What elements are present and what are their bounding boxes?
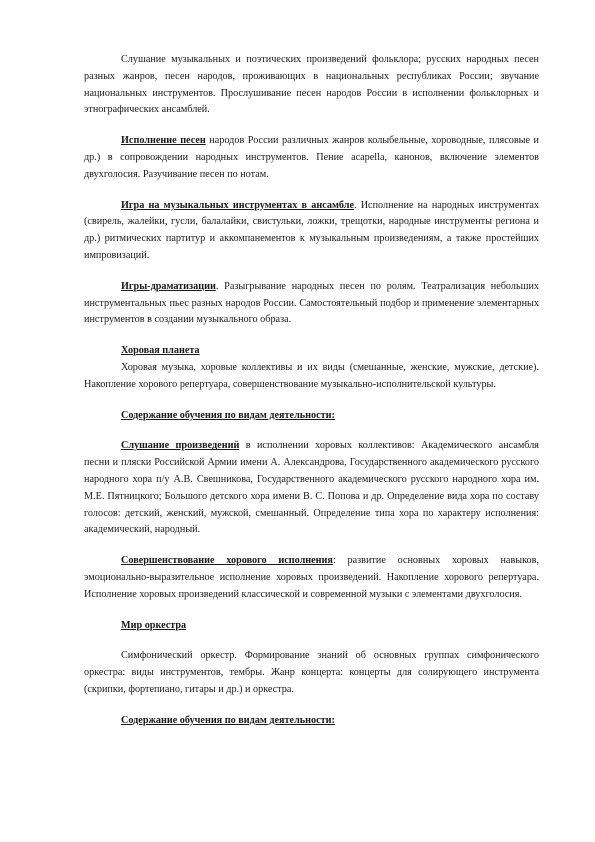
paragraph-dramatization [84, 279, 539, 329]
paragraph-listening-choirs [84, 438, 539, 539]
paragraph-text: народов России различных жанров колыбельные, хороводные, плясовые и др.) в сопровождении народных инструментов. Пение acapella, канонов, включение элементов двухголосия. Разучивание песен по нотам. [84, 135, 539, 180]
paragraph-lead: Игры-драматизации [121, 280, 216, 292]
section-heading-orchestra: Мир оркестра [121, 619, 187, 631]
paragraph-listening-folklore: Слушание музыкальных и поэтических произведений фольклора; русских народных песен разных жанров, песен народов, проживающих в национальных республиках России; звучание национальных инструментов. Прослушивание песен народов России в исполнении фольклорных и этнографических ансамблей. [84, 54, 539, 116]
paragraph-ensemble-playing [84, 198, 539, 265]
paragraph-text: : развитие основных хоровых навыков, эмоционально-выразительное исполнение хоровых произведений. Накопление хорового репертуара. Исполнение хоровых произведений классической и современной музыки с элементами двухголосия. [84, 555, 539, 600]
section-heading-activities: Содержание обучения по видам деятельности: [121, 409, 335, 421]
paragraph-lead: Совершенствование хорового исполнения [121, 555, 333, 567]
paragraph-symphony-orchestra: Симфонический оркестр. Формирование знаний об основных группах симфонического оркестра: виды инструментов, тембры. Жанр концерта: концерты для солирующего инструмента (скрипки, фортепиано, гитары и др.) и оркестра. [84, 650, 539, 695]
paragraph-song-performance [84, 133, 539, 183]
paragraph-text: в исполнении хоровых коллективов: Академического ансамбля песни и пляски Российской Армии имени А. Александрова, Государственного академического русского народного хора п/у А.В. Свешникова, Государственного академического русского народного хора им. М.Е. Пятницкого; Большого детского хора имени В. С. Попова и др. Определение вида хора по составу голосов: детский, женский, мужской, смешанный. Определение типа хора по характеру исполнения: академический, народный. [84, 440, 539, 536]
paragraph-lead: Исполнение песен [121, 135, 206, 147]
paragraph-choral-music: Хоровая музыка, хоровые коллективы и их виды (смешанные, женские, мужские, детские). Накопление хорового репертуара, совершенствование музыкально-исполнительской культуры. [84, 361, 539, 390]
section-heading-activities-2: Содержание обучения по видам деятельности: [121, 714, 335, 726]
paragraph-text: . Исполнение на народных инструментах (свирель, жалейки, гусли, балалайки, свистульки, ложки, трещотки, народные инструменты региона и др.) ритмических партитур и аккомпанементов к музыкальным произведениям, а также простейших импровизаций. [84, 199, 539, 261]
paragraph-choral-improvement [84, 553, 539, 603]
paragraph-lead: Слушание произведений [121, 440, 240, 452]
paragraph-text: . Разыгрывание народных песен по ролям. Театрализация небольших инструментальных пьес разных народов России. Самостоятельный подбор и применение элементарных инструментов в создании музыкального образа. [84, 280, 539, 326]
paragraph-lead: Игра на музыкальных инструментах в ансамбле [121, 199, 354, 211]
section-heading-choral-planet: Хоровая планета [121, 345, 200, 357]
